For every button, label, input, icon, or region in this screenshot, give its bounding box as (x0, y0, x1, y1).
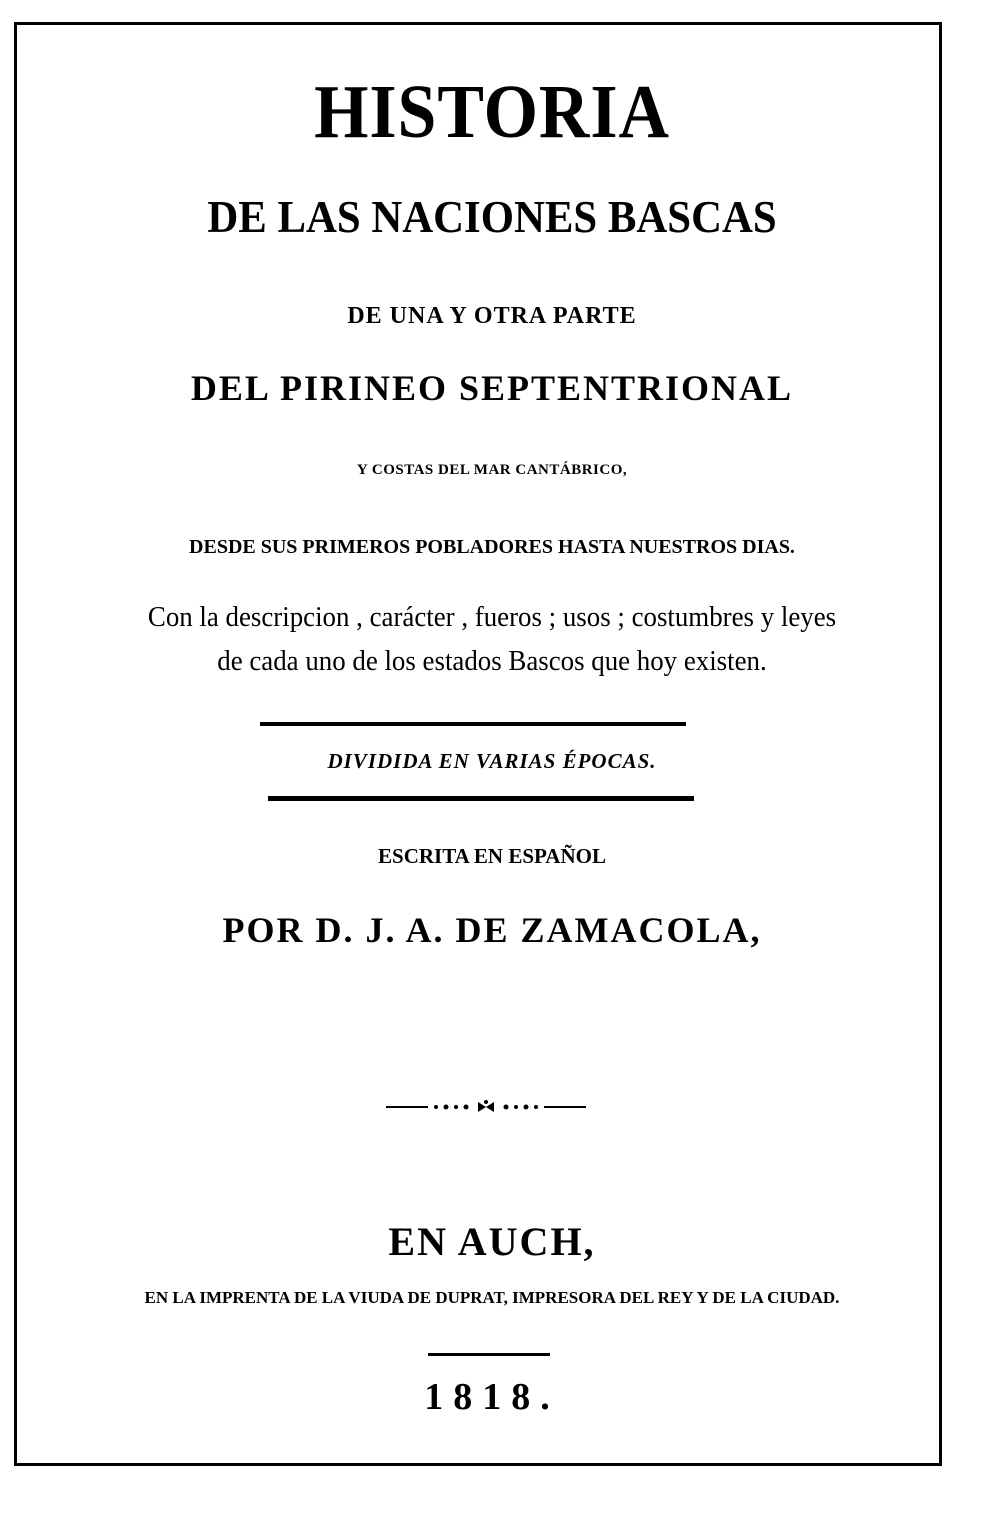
written-in-spanish: ESCRITA EN ESPAÑOL (378, 844, 606, 868)
subtitle-line-4: Y COSTAS DEL MAR CANTÁBRICO, (356, 462, 628, 478)
subtitle-line-3: DEL PIRINEO SEPTENTRIONAL (190, 368, 794, 408)
subtitle-line-5: DESDE SUS PRIMEROS POBLADORES HASTA NUESTROS DIAS. (189, 536, 795, 558)
imprint-printer: EN LA IMPRENTA DE LA VIUDA DE DUPRAT, IMPRESORA DEL REY Y DE LA CIUDAD. (144, 1288, 840, 1307)
description-line-2: de cada uno de los estados Bascos que hoy existen. (217, 646, 767, 677)
subtitle-line-2: DE UNA Y OTRA PARTE (347, 303, 637, 329)
book-title: HISTORIA (314, 70, 670, 154)
subtitle-line-1: DE LAS NACIONES BASCAS (207, 191, 777, 242)
divider-rule-bottom (268, 796, 694, 801)
imprint-rule (428, 1353, 550, 1356)
author-line: POR D. J. A. DE ZAMACOLA, (222, 910, 762, 950)
divided-in-epochs: DIVIDIDA EN VARIAS ÉPOCAS. (327, 749, 657, 773)
description-line-1: Con la descripcion , carácter , fueros ; usos ; costumbres y leyes (147, 602, 837, 633)
ornament-divider-icon (386, 1100, 586, 1114)
imprint-place: EN AUCH, (388, 1219, 596, 1264)
imprint-year: 1818. (424, 1376, 560, 1418)
divider-rule-top (260, 722, 686, 726)
